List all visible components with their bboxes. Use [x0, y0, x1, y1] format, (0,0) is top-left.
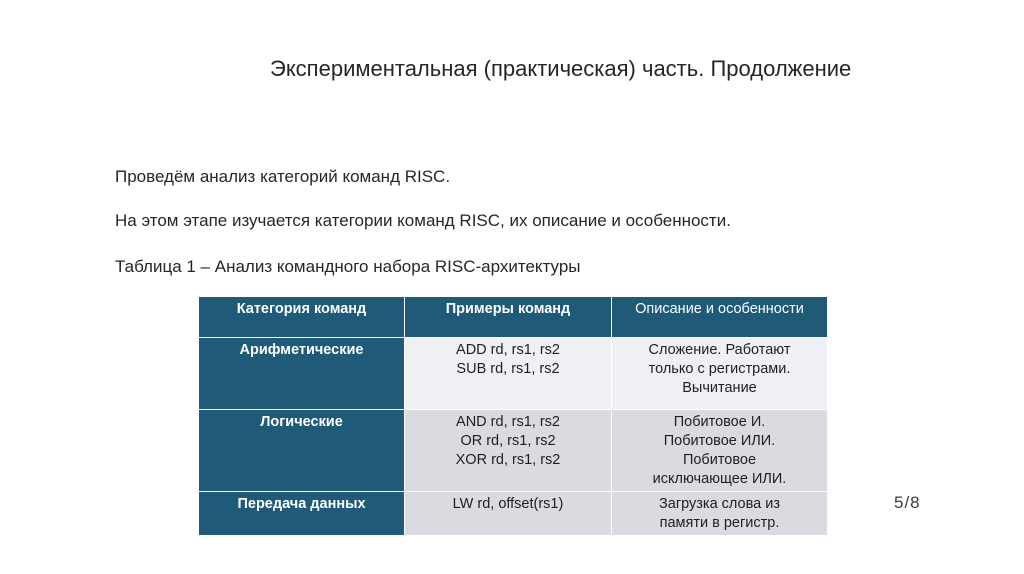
description-cell	[612, 410, 828, 492]
examples-cell	[405, 492, 612, 536]
example-line: LW rd, offset(rs1)	[452, 496, 564, 512]
category-cell: Логические	[199, 410, 405, 492]
header-category: Категория команд	[199, 297, 405, 338]
description-line: Вычитание	[682, 380, 757, 396]
description-line: Побитовое И.	[673, 414, 766, 430]
category-cell: Передача данных	[199, 492, 405, 536]
description-line: исключающее ИЛИ.	[652, 471, 787, 487]
example-line: ADD rd, rs1, rs2	[456, 342, 560, 358]
examples-cell	[405, 338, 612, 410]
table-header-row	[199, 297, 828, 338]
description-cell	[612, 338, 828, 410]
example-line: XOR rd, rs1, rs2	[455, 452, 561, 468]
description-cell	[612, 492, 828, 536]
risc-commands-table	[198, 296, 828, 536]
category-cell: Арифметические	[199, 338, 405, 410]
intro-paragraph: Проведём анализ категорий команд RISC.	[115, 167, 451, 186]
description-line: только с регистрами.	[648, 361, 791, 377]
table-caption: Таблица 1 – Анализ командного набора RISC-архитектуры	[115, 257, 581, 276]
examples-cell	[405, 410, 612, 492]
slide-title: Экспериментальная (практическая) часть. Продолжение	[270, 56, 852, 81]
table-row	[199, 492, 828, 536]
example-line: SUB rd, rs1, rs2	[456, 361, 560, 377]
header-description: Описание и особенности	[612, 297, 828, 338]
stage-paragraph: На этом этапе изучается категории команд RISC, их описание и особенности.	[115, 211, 731, 230]
description-line: Побитовое	[682, 452, 757, 468]
description-line: Побитовое ИЛИ.	[663, 433, 776, 449]
description-line: памяти в регистр.	[659, 515, 780, 531]
table-row	[199, 338, 828, 410]
page-number: 5/8	[894, 493, 921, 512]
description-line: Сложение. Работают	[648, 342, 791, 358]
example-line: AND rd, rs1, rs2	[456, 414, 560, 430]
description-line: Загрузка слова из	[659, 496, 780, 512]
table-row	[199, 410, 828, 492]
header-examples: Примеры команд	[405, 297, 612, 338]
example-line: OR rd, rs1, rs2	[460, 433, 556, 449]
